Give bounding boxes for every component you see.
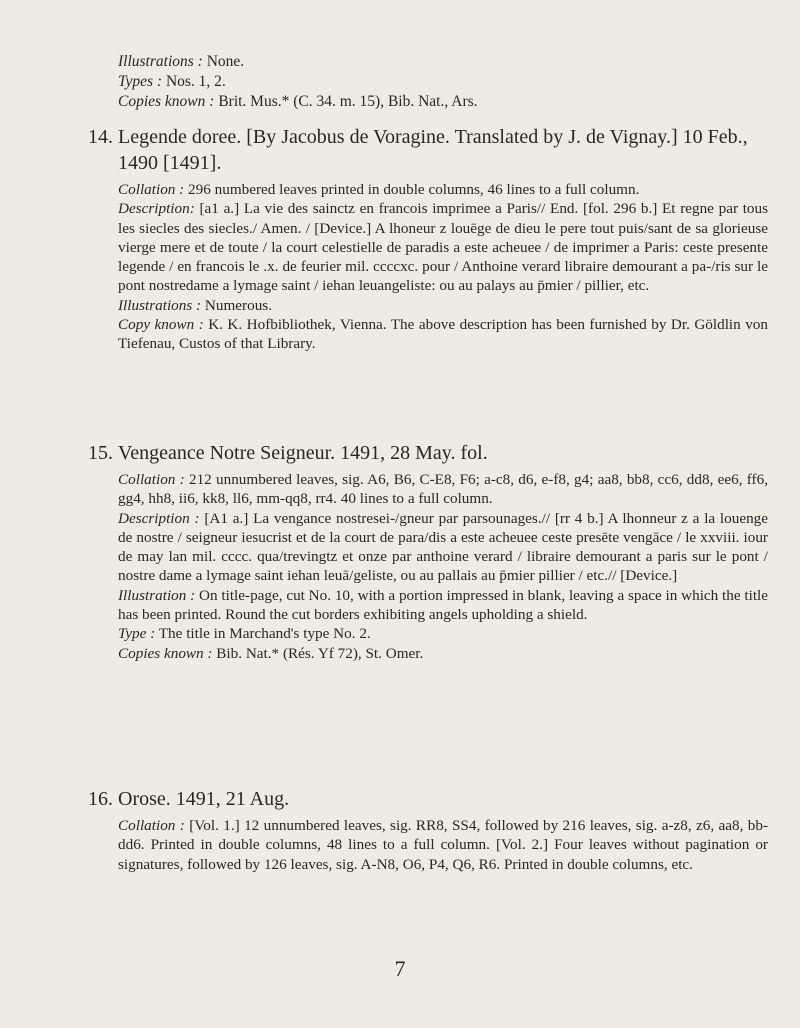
entry-heading <box>88 786 768 812</box>
illustration: Illustration : On title-page, cut No. 10, with a portion impressed in blank, leaving a space in which the title has been printed. Round the cut borders exhibiting angels upholding a shield. <box>118 586 769 624</box>
description: Description: [a1 a.] La vie des sainctz en francois imprimee a Paris// End. [fol. 296 b.] Et regne par tous les siecles des siecles./ Amen. / [Device.] A lhoneur z louēge de dieu le pere tout puis/sant de sa glorieuse vierge mere et de toute / la court celestielle de paradis a este acheuee / de imprimer a Paris: ceste presente legende / en francois le .x. de feurier mil. ccccxc. pour / Anthoine verard libraire demourant a pa-/ris sur le pont nostredame a lymage saint / iehan leuangeliste: ou au palays au p̄mier / pillier, etc. <box>118 200 769 295</box>
illustrations-line: Illustrations : None. <box>118 53 245 70</box>
collation: Collation : [Vol. 1.] 12 unnumbered leaves, sig. RR8, SS4, followed by 216 leaves, sig. a-z8, z6, aa8, bb-dd6. Printed in double columns, 48 lines to a full column. [Vol. 2.] Four leaves without pagination or signatures, followed by 126 leaves, sig. A-N8, O6, P4, Q6, R6. Printed in double columns, etc. <box>118 817 768 873</box>
page-number: 7 <box>394 956 406 981</box>
entry-16 <box>88 786 768 874</box>
entry-title: Orose. 1491, 21 Aug. <box>118 788 290 810</box>
entry-number: 14. <box>88 126 113 148</box>
entry-title: Vengeance Notre Seigneur. 1491, 28 May. fol. <box>118 442 488 464</box>
entry-number: 16. <box>88 788 113 810</box>
entry-heading <box>88 124 768 176</box>
entry-heading <box>88 440 768 466</box>
entry-number: 15. <box>88 442 113 464</box>
entry-body <box>118 816 768 874</box>
description: Description : [A1 a.] La vengance nostresei-/gneur par parsounages.// [rr 4 b.] A lhonneur z a la louenge de nostre / seigneur iesucrist et de la court de para/dis a este acheuee ceste presēte vengāce / le xxviii. iour de may lan mil. cccc. qua/trevingtz et onze par anthoine verard / libraire demourant a paris sur le pont / nostre dame a lymage saint iehan leuā/geliste, ou au pallais au p̄mier pillier / etc.// [Device.] <box>118 509 769 585</box>
types-line: Types : Nos. 1, 2. <box>118 73 226 90</box>
collation: Collation : 212 unnumbered leaves, sig. A6, B6, C-E8, F6; a-c8, d6, e-f8, g4; aa8, bb8, cc6, dd8, ee6, ff6, gg4, hh8, ii6, kk8, ll6, mm-qq8, rr4. 40 lines to a full column. <box>118 471 768 508</box>
entry-14 <box>88 124 768 354</box>
copies-known: Copies known : Bib. Nat.* (Rés. Yf 72), St. Omer. <box>118 644 424 662</box>
previous-entry-tail <box>118 52 758 112</box>
entry-body <box>118 180 768 354</box>
collation: Collation : 296 numbered leaves printed in double columns, 46 lines to a full column. <box>118 181 640 198</box>
type: Type : The title in Marchand's type No. 2. <box>118 625 371 643</box>
copies-known-line: Copies known : Brit. Mus.* (C. 34. m. 15), Bib. Nat., Ars. <box>118 93 478 110</box>
copy-known: Copy known : K. K. Hofbibliothek, Vienna. The above description has been furnished by Dr. Göldlin von Tiefenau, Custos of that Library. <box>118 316 768 353</box>
entry-body <box>118 470 768 663</box>
illustrations: Illustrations : Numerous. <box>118 296 272 314</box>
entry-15 <box>88 440 768 663</box>
entry-title: Legende doree. [By Jacobus de Voragine. Translated by J. de Vignay.] 10 Feb., 1490 [1491]. <box>118 126 748 174</box>
